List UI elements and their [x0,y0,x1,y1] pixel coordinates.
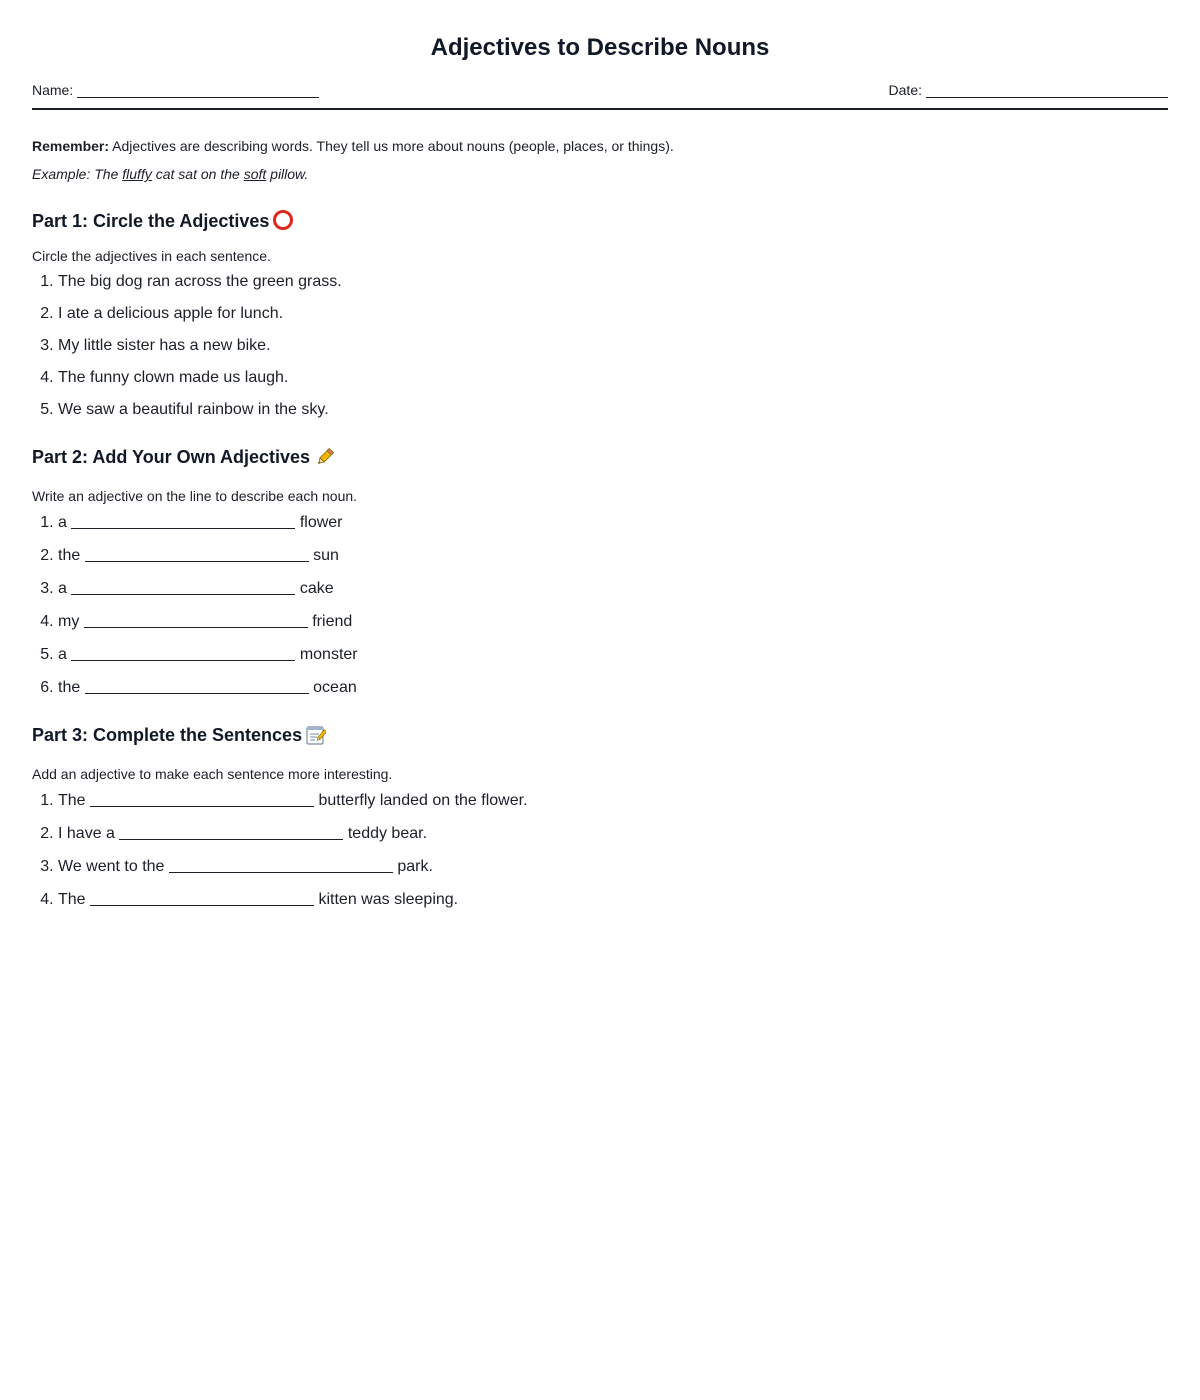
answer-blank[interactable] [90,889,314,906]
part2-item: 3. a cake [58,578,1168,599]
part1-list [32,272,1168,420]
page-title: Adjectives to Describe Nouns [430,34,770,61]
red-circle-icon [273,210,293,230]
answer-blank[interactable] [119,823,343,840]
example-suffix: pillow. [266,166,309,182]
part1-item: 3. My little sister has a new bike. [58,336,1168,356]
part3-item: 2. I have a teddy bear. [58,823,1168,844]
remember-text: Adjectives are describing words. They tell us more about nouns (people, places, or things). [109,138,674,154]
example-sentence [32,164,1168,184]
example-mid: cat sat on the [151,166,244,182]
part3-item: 3. We went to the park. [58,856,1168,877]
example-adjective-1: fluffy [122,166,152,182]
answer-blank[interactable] [85,677,309,694]
part1-heading-text: Part 1: Circle the Adjectives [32,211,270,231]
name-label: Name: [32,82,74,98]
name-date-row [32,82,1168,110]
name-line[interactable] [77,83,319,98]
pencil-icon [314,447,336,472]
part2-item: 5. a monster [58,644,1168,665]
memo-icon [306,725,326,750]
part3-instruction: Add an adjective to make each sentence more interesting. [32,766,393,782]
part1-instruction: Circle the adjectives in each sentence. [32,248,271,264]
answer-blank[interactable] [84,611,308,628]
part1-item: 1. The big dog ran across the green grass. [58,272,1168,292]
part1-heading [32,210,1168,232]
part2-item: 1. a flower [58,512,1168,533]
remember-label: Remember: [32,138,110,154]
part3-item: 4. The kitten was sleeping. [58,889,1168,910]
remember-note [32,136,1168,156]
part2-heading-text: Part 2: Add Your Own Adjectives [32,447,311,467]
answer-blank[interactable] [71,512,295,529]
answer-blank[interactable] [90,790,314,807]
part2-item: 6. the ocean [58,677,1168,698]
part3-heading [32,724,1168,750]
part2-list [32,512,1168,698]
part2-instruction: Write an adjective on the line to describe each noun. [32,488,358,504]
part1-item: 4. The funny clown made us laugh. [58,368,1168,388]
name-field [32,82,319,98]
part3-heading-text: Part 3: Complete the Sentences [32,725,303,745]
answer-blank[interactable] [169,856,393,873]
part3-list [32,790,1168,910]
date-field [889,82,1168,98]
date-line[interactable] [926,83,1168,98]
part3-item: 1. The butterfly landed on the flower. [58,790,1168,811]
part2-item: 4. my friend [58,611,1168,632]
example-prefix: Example: The [32,166,123,182]
part1-item: 5. We saw a beautiful rainbow in the sky. [58,400,1168,420]
answer-blank[interactable] [71,644,295,661]
part2-heading [32,446,1168,472]
part1-item: 2. I ate a delicious apple for lunch. [58,304,1168,324]
part2-item: 2. the sun [58,545,1168,566]
answer-blank[interactable] [71,578,295,595]
date-label: Date: [888,82,922,98]
example-adjective-2: soft [243,166,267,182]
answer-blank[interactable] [85,545,309,562]
